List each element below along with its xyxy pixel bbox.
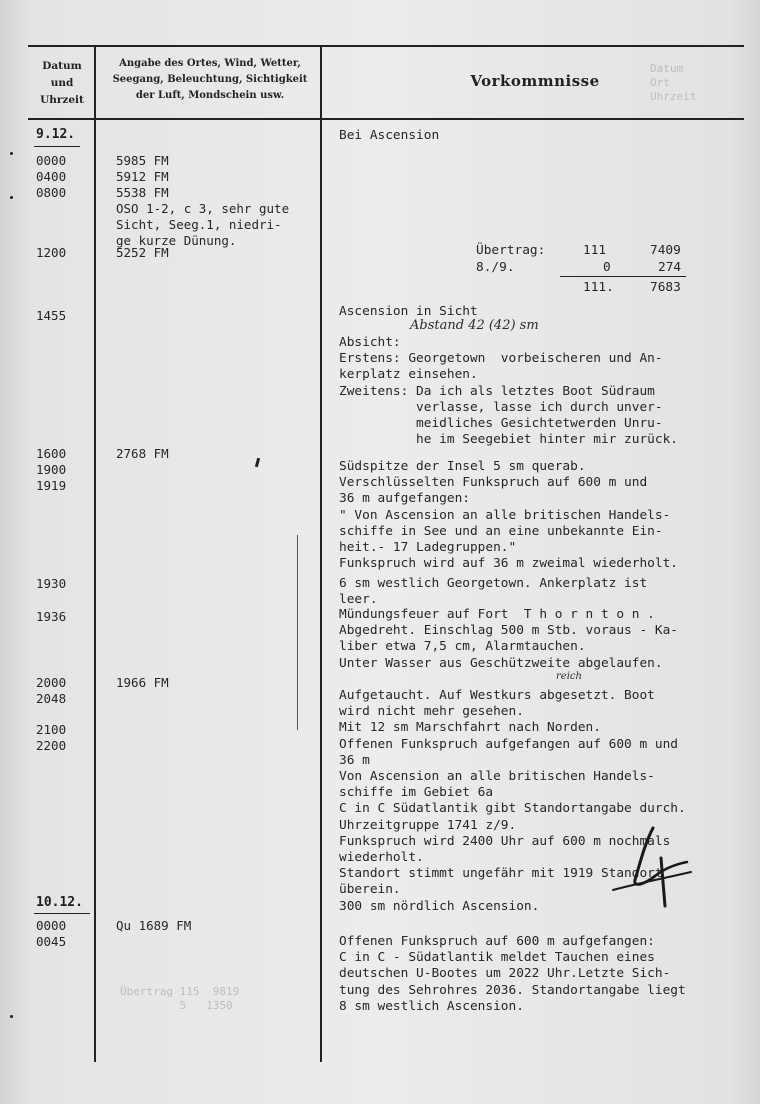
- log-line: Funkspruch wird auf 36 m zweimal wiederholt.: [339, 556, 678, 572]
- log-line: kerplatz einsehen.: [339, 367, 478, 383]
- log-line: liber etwa 7,5 cm, Alarmtauchen.: [339, 639, 586, 655]
- log-line: wird nicht mehr gesehen.: [339, 704, 524, 720]
- log-line: Offenen Funkspruch aufgefangen auf 600 m und: [339, 736, 678, 752]
- log-line: Aufgetaucht. Auf Westkurs abgesetzt. Boot: [339, 688, 655, 703]
- log-line: 1919: [36, 478, 67, 493]
- uebertrag-total-sum: 7683: [650, 280, 681, 295]
- log-line: C in C - Südatlantik meldet Tauchen eines: [339, 950, 655, 966]
- log-line: Erstens: Georgetown vorbeischeren und An-: [339, 351, 663, 367]
- uebertrag-row2-count: 0: [603, 260, 611, 275]
- position-entry-group: [116, 245, 169, 261]
- header-bottom-rule: [28, 118, 744, 120]
- event-entry: [339, 335, 678, 448]
- punch-mark: [10, 152, 13, 155]
- log-line: Abgedreht. Einschlag 500 m Stb. voraus - Ka-: [339, 623, 678, 639]
- handwritten-insert: reich: [556, 671, 582, 682]
- log-line: 8 sm westlich Ascension.: [339, 998, 524, 1014]
- event-entry: [339, 607, 678, 672]
- log-line: Absicht:: [339, 335, 401, 350]
- log-line: 36 m aufgefangen:: [339, 491, 470, 507]
- log-line: ge kurze Dünung.: [116, 233, 237, 248]
- log-line: 1936: [36, 609, 67, 624]
- log-line: 0045: [36, 934, 67, 949]
- log-line: Ascension in Sicht: [339, 304, 478, 319]
- log-line: Mündungsfeuer auf Fort T h o r n t o n .: [339, 607, 655, 622]
- time-entry-group: [36, 675, 66, 707]
- log-line: Südspitze der Insel 5 sm querab.: [339, 459, 586, 474]
- log-line: 2200: [36, 738, 67, 753]
- log-line: 0000: [36, 153, 67, 168]
- header-location-weather: Angabe des Ortes, Wind, Wetter, Seegang, Beleuchtung, Sichtigkeit der Luft, Mondschein usw.: [112, 58, 308, 101]
- uebertrag-total-count: 111.: [583, 280, 614, 295]
- uebertrag-underline: [560, 276, 686, 277]
- log-line: verlasse, lasse ich durch unver-: [339, 399, 663, 415]
- column-divider-1: [94, 47, 96, 1062]
- bleed-through-text: Übertrag 115 9819 5 1350: [120, 985, 240, 1012]
- log-line: 2768 FM: [116, 446, 169, 461]
- log-line: überein.: [339, 882, 401, 898]
- header-date-time: Datum und Uhrzeit: [40, 60, 84, 106]
- log-line: 1930: [36, 576, 67, 591]
- position-entry-group: [116, 675, 169, 691]
- signature-mark: [605, 818, 695, 913]
- log-line: 2100: [36, 722, 67, 737]
- log-line: Sicht, Seeg.1, niedri-: [116, 217, 282, 232]
- log-line: meidliches Gesichtetwerden Unru-: [339, 416, 663, 432]
- uebertrag-row2-total: 274: [658, 260, 682, 275]
- log-line: Zweitens: Da ich als letztes Boot Südraum: [339, 383, 655, 399]
- uebertrag-label: Übertrag:: [476, 243, 546, 258]
- log-line: heit.- 17 Ladegruppen.": [339, 540, 517, 556]
- uebertrag-row1-total: 7409: [650, 243, 681, 258]
- log-line: 1200: [36, 245, 67, 260]
- log-line: 1966 FM: [116, 675, 169, 690]
- log-line: 1455: [36, 308, 67, 323]
- event-entry: [339, 128, 439, 144]
- uebertrag-row1-count: 111: [583, 243, 607, 258]
- position-entry-group: [116, 446, 169, 462]
- log-line: 0000: [36, 918, 67, 933]
- log-line: Uhrzeitgruppe 1741 z/9.: [339, 817, 517, 833]
- log-line: 0800: [36, 185, 67, 200]
- position-entry-group: [116, 153, 289, 249]
- time-entry-group: [36, 245, 66, 261]
- log-line: Verschlüsselten Funkspruch auf 600 m und: [339, 475, 648, 491]
- header-events: Vorkommnisse: [470, 72, 600, 90]
- punch-mark: [10, 196, 13, 199]
- ink-mark: [255, 458, 260, 467]
- log-line: Offenen Funkspruch auf 600 m aufgefangen:: [339, 934, 655, 949]
- date-heading: 10.12.: [36, 895, 83, 910]
- log-line: 300 sm nördlich Ascension.: [339, 898, 540, 914]
- log-line: 2000: [36, 675, 67, 690]
- log-line: schiffe in See und an eine unbekannte Ein-: [339, 523, 663, 539]
- uebertrag-row2-label: 8./9.: [476, 260, 515, 275]
- log-line: Funkspruch wird 2400 Uhr auf 600 m nochmals: [339, 833, 671, 849]
- log-line: deutschen U-Bootes um 2022 Uhr.Letzte Sich-: [339, 966, 671, 982]
- log-line: tung des Sehrohres 2036. Standortangabe liegt: [339, 982, 686, 998]
- bleed-through-text: Datum Ort Uhrzeit: [650, 62, 697, 103]
- column-divider-2: [320, 47, 322, 1062]
- log-line: 2048: [36, 691, 67, 706]
- log-line: 0400: [36, 169, 67, 184]
- log-line: 5252 FM: [116, 245, 169, 260]
- event-entry: [339, 459, 678, 572]
- margin-pencil-line: [297, 535, 298, 730]
- log-line: Mit 12 sm Marschfahrt nach Norden.: [339, 720, 601, 736]
- log-line: 5912 FM: [116, 169, 169, 184]
- time-entry-group: [36, 308, 66, 324]
- log-line: Von Ascension an alle britischen Handels-: [339, 769, 655, 785]
- handwritten-distance: Abstand 42 (42) sm: [410, 318, 539, 333]
- log-line: Bei Ascension: [339, 128, 440, 143]
- log-line: 5538 FM: [116, 185, 169, 200]
- log-line: 36 m: [339, 752, 370, 768]
- event-entry: [339, 576, 647, 608]
- time-entry-group: [36, 446, 66, 494]
- event-entry: [339, 934, 686, 1015]
- log-line: Qu 1689 FM: [116, 918, 192, 933]
- log-line: schiffe im Gebiet 6a: [339, 785, 494, 801]
- date-underline: [34, 146, 80, 147]
- log-line: 1600: [36, 446, 67, 461]
- punch-mark: [10, 1015, 13, 1018]
- log-line: leer.: [339, 592, 378, 608]
- time-entry-group: [36, 918, 66, 950]
- time-entry-group: [36, 576, 66, 592]
- log-line: he im Seegebiet hinter mir zurück.: [339, 432, 678, 448]
- log-line: Standort stimmt ungefähr mit 1919 Standort: [339, 866, 663, 882]
- date-heading: 9.12.: [36, 127, 76, 142]
- position-entry-group: [116, 918, 191, 934]
- time-entry-group: [36, 722, 66, 754]
- log-line: OSO 1-2, c 3, sehr gute: [116, 201, 290, 216]
- log-line: 5985 FM: [116, 153, 169, 168]
- log-line: Unter Wasser aus Geschützweite abgelaufen.: [339, 655, 663, 671]
- log-line: 1900: [36, 462, 67, 477]
- log-line: 6 sm westlich Georgetown. Ankerplatz ist: [339, 576, 648, 591]
- log-line: wiederholt.: [339, 850, 424, 866]
- time-entry-group: [36, 153, 66, 201]
- time-entry-group: [36, 609, 66, 625]
- date-underline: [34, 913, 90, 914]
- top-rule: [28, 45, 744, 47]
- log-line: " Von Ascension an alle britischen Handels-: [339, 507, 671, 523]
- log-line: C in C Südatlantik gibt Standortangabe durch.: [339, 801, 686, 817]
